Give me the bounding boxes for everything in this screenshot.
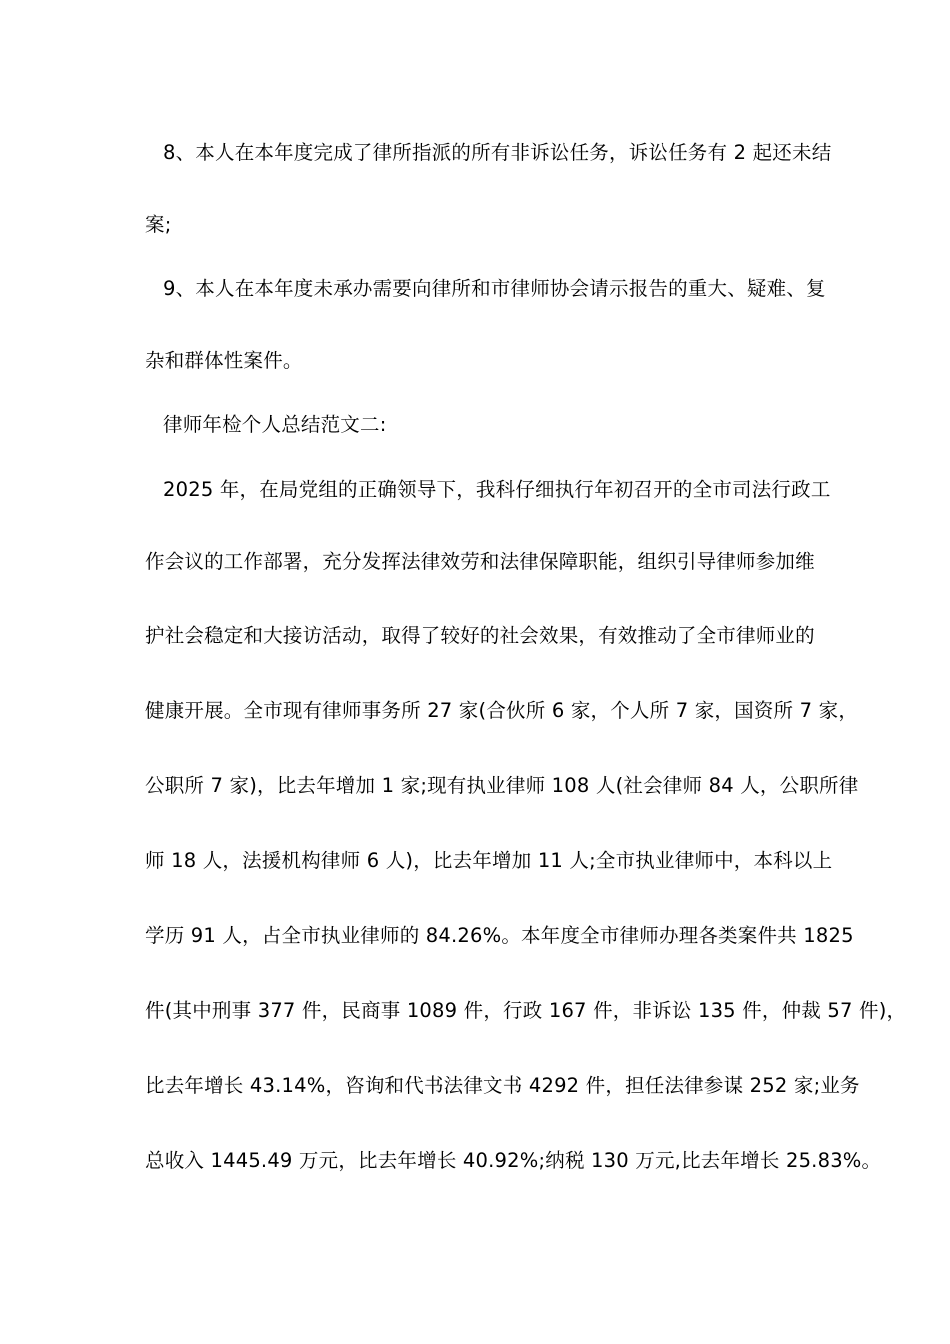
body-line-5: 公职所 7 家)，比去年增加 1 家;现有执业律师 108 人(社会律师 84 人，公职所律 <box>145 774 859 797</box>
body-line-7: 学历 91 人，占全市执业律师的 84.26%。本年度全市律师办理各类案件共 1825 <box>145 924 854 947</box>
body-line-4: 健康开展。全市现有律师事务所 27 家(合伙所 6 家，个人所 7 家，国资所 7 家， <box>145 699 859 722</box>
section-heading: 律师年检个人总结范文二: <box>163 413 387 436</box>
body-line-3: 护社会稳定和大接访活动，取得了较好的社会效果，有效推动了全市律师业的 <box>145 624 815 647</box>
body-line-8: 件(其中刑事 377 件，民商事 1089 件，行政 167 件，非诉讼 135 件，仲裁 57 件)， <box>145 999 907 1022</box>
body-line-9: 比去年增长 43.14%，咨询和代书法律文书 4292 件，担任法律参谋 252 家;业务 <box>145 1074 860 1097</box>
paragraph-9-line-2: 杂和群体性案件。 <box>145 349 303 372</box>
paragraph-8-line-1: 8、本人在本年度完成了律所指派的所有非诉讼任务，诉讼任务有 2 起还未结 <box>163 141 832 164</box>
body-line-10: 总收入 1445.49 万元，比去年增长 40.92%;纳税 130 万元,比去年增长 25.83%。 <box>145 1149 882 1172</box>
body-line-6: 师 18 人，法援机构律师 6 人)，比去年增加 11 人;全市执业律师中，本科以上 <box>145 849 833 872</box>
body-line-1: 2025 年，在局党组的正确领导下，我科仔细执行年初召开的全市司法行政工 <box>163 478 831 501</box>
body-line-2: 作会议的工作部署，充分发挥法律效劳和法律保障职能，组织引导律师参加维 <box>145 550 815 573</box>
paragraph-8-line-2: 案; <box>145 213 172 236</box>
paragraph-9-line-1: 9、本人在本年度未承办需要向律所和市律师协会请示报告的重大、疑难、复 <box>163 277 826 300</box>
